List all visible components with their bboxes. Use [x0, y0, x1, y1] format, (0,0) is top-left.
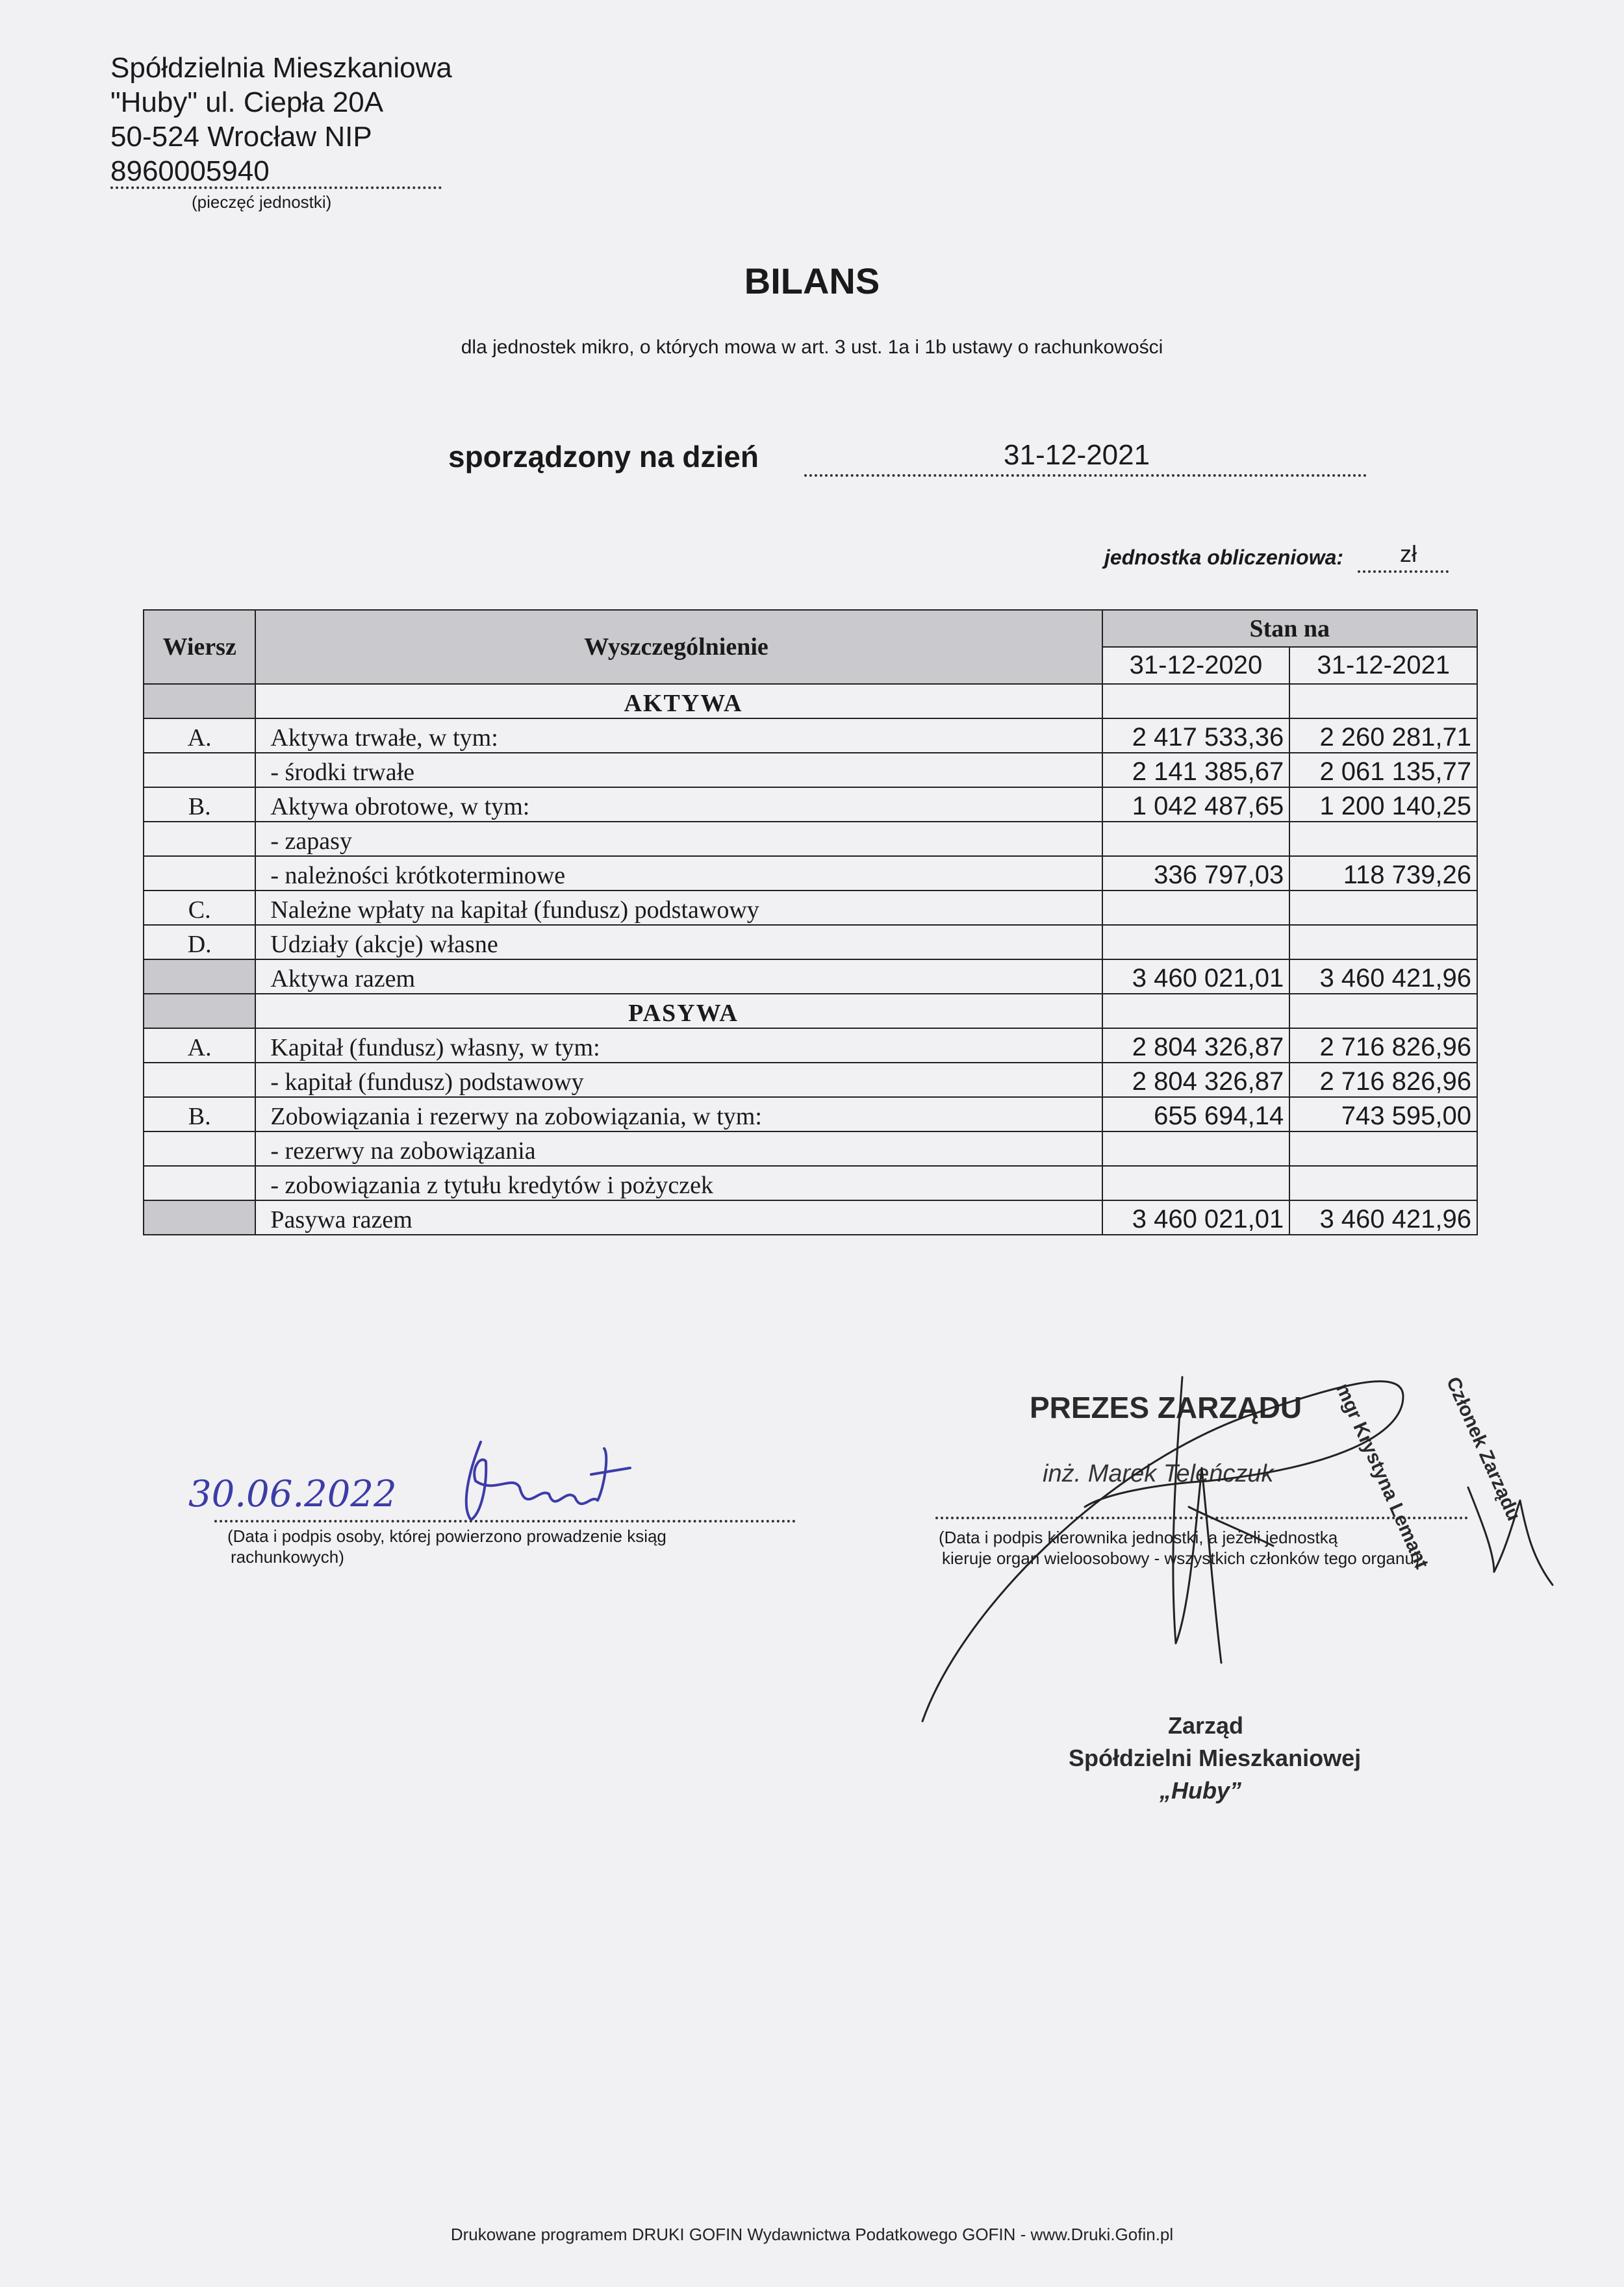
value-2021: 2 260 281,71: [1289, 718, 1477, 753]
left-signature-line: [214, 1520, 796, 1523]
president-stamp-name: inż. Marek Teleńczuk: [1043, 1460, 1274, 1487]
company-name: Spółdzielnia Mieszkaniowa: [110, 52, 452, 84]
row-code: D.: [144, 925, 255, 959]
board-stamp-line3: „Huby”: [1160, 1777, 1241, 1804]
table-row: [144, 1028, 1477, 1063]
row-code: [144, 684, 255, 718]
balance-table: [143, 609, 1478, 1235]
president-stamp-title: PREZES ZARZĄDU: [1030, 1391, 1302, 1424]
left-caption-line2: rachunkowych): [231, 1547, 344, 1567]
row-description: - zobowiązania z tytułu kredytów i pożyczek: [255, 1166, 1102, 1200]
value-2020: 336 797,03: [1102, 856, 1290, 891]
section-row: [144, 684, 1477, 718]
table-row: [144, 822, 1477, 856]
value-2021: [1289, 684, 1477, 718]
row-description: Udziały (akcje) własne: [255, 925, 1102, 959]
table-row: [144, 856, 1477, 891]
company-nip: 8960005940: [110, 155, 270, 187]
value-2020: [1102, 925, 1290, 959]
board-stamp-line2: Spółdzielni Mieszkaniowej: [1069, 1745, 1362, 1771]
left-caption-line1: (Data i podpis osoby, której powierzono prowadzenie ksiąg: [227, 1526, 666, 1546]
value-2020: [1102, 684, 1290, 718]
value-2021: [1289, 891, 1477, 925]
right-caption-line2: kieruje organ wieloosobowy - wszystkich członków tego organu): [942, 1548, 1420, 1568]
row-description: Zobowiązania i rezerwy na zobowiązania, w tym:: [255, 1097, 1102, 1131]
value-2021: [1289, 822, 1477, 856]
handwritten-date: 30.06.2022: [188, 1473, 397, 1515]
value-2021: 2 061 135,77: [1289, 753, 1477, 787]
table-row: [144, 753, 1477, 787]
unit-dotted-line: [1358, 570, 1449, 573]
table-row: [144, 925, 1477, 959]
table-row: [144, 1131, 1477, 1166]
row-code: [144, 856, 255, 891]
row-code: [144, 1131, 255, 1166]
company-address-street: "Huby" ul. Ciepła 20A: [110, 86, 384, 118]
row-description: Kapitał (fundusz) własny, w tym:: [255, 1028, 1102, 1063]
table-row: [144, 891, 1477, 925]
row-description: - zapasy: [255, 822, 1102, 856]
header-row-col: Wiersz: [144, 610, 255, 684]
table-row: [144, 1097, 1477, 1131]
value-2021: 1 200 140,25: [1289, 787, 1477, 822]
rotated-stamp-member-name: mgr Krystyna Lemant: [1331, 1380, 1433, 1573]
value-2020: 3 460 021,01: [1102, 1200, 1290, 1235]
row-description: Należne wpłaty na kapitał (fundusz) podstawowy: [255, 891, 1102, 925]
value-2021: [1289, 994, 1477, 1028]
row-description: Pasywa razem: [255, 1200, 1102, 1235]
value-2020: 1 042 487,65: [1102, 787, 1290, 822]
value-2020: 2 141 385,67: [1102, 753, 1290, 787]
total-row: [144, 1200, 1477, 1235]
row-code: [144, 753, 255, 787]
value-2020: 2 804 326,87: [1102, 1028, 1290, 1063]
value-2021: 2 716 826,96: [1289, 1028, 1477, 1063]
value-2020: [1102, 1166, 1290, 1200]
row-code: [144, 994, 255, 1028]
row-description: Aktywa razem: [255, 959, 1102, 994]
table-row: [144, 718, 1477, 753]
section-row: [144, 994, 1477, 1028]
board-stamp-line1: Zarząd: [1168, 1712, 1244, 1739]
row-code: [144, 959, 255, 994]
value-2021: [1289, 1131, 1477, 1166]
value-2020: 2 417 533,36: [1102, 718, 1290, 753]
value-2021: [1289, 1166, 1477, 1200]
row-description: - środki trwałe: [255, 753, 1102, 787]
section-title: PASYWA: [255, 994, 1102, 1028]
unit-label: jednostka obliczeniowa:: [1104, 546, 1344, 569]
row-code: B.: [144, 1097, 255, 1131]
row-description: - rezerwy na zobowiązania: [255, 1131, 1102, 1166]
unit-value: zł: [1400, 540, 1417, 567]
row-code: A.: [144, 1028, 255, 1063]
date-value: 31-12-2021: [1004, 439, 1150, 471]
header-desc-col: Wyszczególnienie: [255, 610, 1102, 684]
rotated-stamp-member-title: Członek Zarządu: [1441, 1374, 1525, 1524]
company-address-city: 50-524 Wrocław NIP: [110, 121, 372, 153]
value-2021: 2 716 826,96: [1289, 1063, 1477, 1097]
row-description: - kapitał (fundusz) podstawowy: [255, 1063, 1102, 1097]
header-state-col: Stan na: [1102, 610, 1477, 647]
right-caption-line1: (Data i podpis kierownika jednostki, a jeżeli jednostką: [939, 1528, 1338, 1547]
header-date2: 31-12-2021: [1289, 647, 1477, 684]
value-2021: [1289, 925, 1477, 959]
total-row: [144, 959, 1477, 994]
value-2020: 3 460 021,01: [1102, 959, 1290, 994]
value-2021: 743 595,00: [1289, 1097, 1477, 1131]
table-row: [144, 1063, 1477, 1097]
row-description: - należności krótkoterminowe: [255, 856, 1102, 891]
value-2020: [1102, 994, 1290, 1028]
row-description: Aktywa trwałe, w tym:: [255, 718, 1102, 753]
date-label: sporządzony na dzień: [448, 440, 759, 474]
section-title: AKTYWA: [255, 684, 1102, 718]
stamp-dotted-line: [110, 186, 442, 189]
value-2020: 655 694,14: [1102, 1097, 1290, 1131]
footer-print-note: Drukowane programem DRUKI GOFIN Wydawnictwa Podatkowego GOFIN - www.Druki.Gofin.pl: [450, 2225, 1174, 2244]
value-2020: [1102, 822, 1290, 856]
date-dotted-line: [804, 474, 1367, 477]
row-code: B.: [144, 787, 255, 822]
row-code: A.: [144, 718, 255, 753]
header-date1: 31-12-2020: [1102, 647, 1290, 684]
row-code: [144, 1063, 255, 1097]
value-2020: [1102, 891, 1290, 925]
row-code: C.: [144, 891, 255, 925]
table-row: [144, 787, 1477, 822]
document-title: BILANS: [744, 260, 880, 301]
row-code: [144, 822, 255, 856]
row-code: [144, 1166, 255, 1200]
president-signature-icon: [909, 1338, 1598, 1741]
row-description: Aktywa obrotowe, w tym:: [255, 787, 1102, 822]
value-2021: 3 460 421,96: [1289, 1200, 1477, 1235]
table-row: [144, 1166, 1477, 1200]
value-2020: [1102, 1131, 1290, 1166]
value-2021: 118 739,26: [1289, 856, 1477, 891]
stamp-caption: (pieczęć jednostki): [192, 192, 332, 212]
value-2020: 2 804 326,87: [1102, 1063, 1290, 1097]
row-code: [144, 1200, 255, 1235]
document-subtitle: dla jednostek mikro, o których mowa w art. 3 ust. 1a i 1b ustawy o rachunkowości: [461, 336, 1163, 358]
value-2021: 3 460 421,96: [1289, 959, 1477, 994]
